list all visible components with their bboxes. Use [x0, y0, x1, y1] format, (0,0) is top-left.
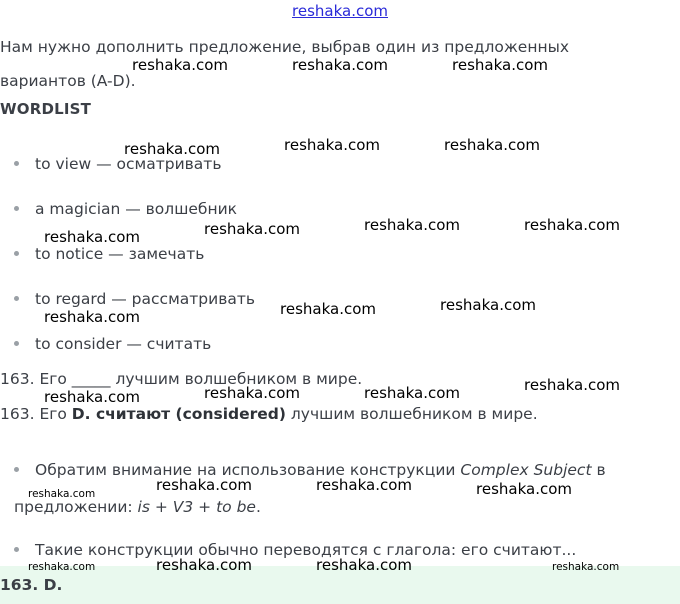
- site-link[interactable]: reshaka.com: [292, 2, 388, 20]
- wordlist-item-text: to notice — замечать: [35, 245, 205, 263]
- wordlist-item: [14, 245, 204, 263]
- watermark: reshaka.com: [280, 300, 376, 318]
- watermark: reshaka.com: [452, 56, 548, 74]
- watermark: reshaka.com: [156, 476, 252, 494]
- watermark: reshaka.com: [316, 476, 412, 494]
- watermark: reshaka.com: [316, 556, 412, 574]
- wordlist-item-text: a magician — волшебник: [35, 200, 238, 218]
- watermark: reshaka.com: [292, 56, 388, 74]
- explanation-end: .: [255, 498, 261, 516]
- bullet-icon: [14, 467, 19, 472]
- question-line: 163. Его _____ лучшим волшебником в мире.: [0, 370, 363, 388]
- answer-line: [0, 405, 538, 423]
- bullet-icon: [14, 161, 19, 166]
- wordlist-item-text: to consider — считать: [35, 335, 212, 353]
- explanation-text2: в предложении:: [14, 461, 606, 516]
- wordlist-item-text: to view — осматривать: [35, 155, 222, 173]
- watermark: reshaka.com: [204, 220, 300, 238]
- watermark: reshaka.com: [364, 384, 460, 402]
- final-answer: 163. D.: [0, 576, 63, 594]
- watermark: reshaka.com: [524, 376, 620, 394]
- watermark: reshaka.com: [364, 216, 460, 234]
- explanation-term: Complex Subject: [460, 461, 592, 479]
- watermark: reshaka.com: [552, 561, 620, 573]
- watermark: reshaka.com: [204, 384, 300, 402]
- bullet-icon: [14, 206, 19, 211]
- wordlist-heading: WORDLIST: [0, 100, 92, 118]
- answer-choice: D. считают (considered): [71, 405, 286, 423]
- answer-prefix: 163. Его: [0, 405, 72, 423]
- watermark: reshaka.com: [440, 296, 536, 314]
- bullet-icon: [14, 296, 19, 301]
- wordlist-item: [14, 200, 237, 218]
- watermark: reshaka.com: [444, 136, 540, 154]
- answer-suffix: лучшим волшебником в мире.: [285, 405, 538, 423]
- wordlist-item-text: to regard — рассматривать: [35, 290, 255, 308]
- watermark: reshaka.com: [156, 556, 252, 574]
- watermark: reshaka.com: [44, 388, 140, 406]
- watermark: reshaka.com: [44, 228, 140, 246]
- bullet-icon: [14, 341, 19, 346]
- explanation-text: Обратим внимание на использование конструкции: [35, 461, 461, 479]
- bullet-icon: [14, 547, 19, 552]
- explanation-text: Такие конструкции обычно переводятся с глагола: его считают...: [35, 541, 577, 559]
- task-intro: Нам нужно дополнить предложение, выбрав один из предложенных вариантов (A-D).: [0, 38, 570, 90]
- bullet-icon: [14, 251, 19, 256]
- watermark: reshaka.com: [44, 308, 140, 326]
- watermark: reshaka.com: [132, 56, 228, 74]
- wordlist-item: [14, 290, 255, 308]
- watermark: reshaka.com: [28, 561, 96, 573]
- wordlist-item: [14, 335, 211, 353]
- watermark: reshaka.com: [124, 140, 220, 158]
- watermark: reshaka.com: [28, 488, 96, 500]
- watermark: reshaka.com: [524, 216, 620, 234]
- explanation-formula: is + V3 + to be: [137, 498, 256, 516]
- watermark: reshaka.com: [284, 136, 380, 154]
- watermark: reshaka.com: [476, 480, 572, 498]
